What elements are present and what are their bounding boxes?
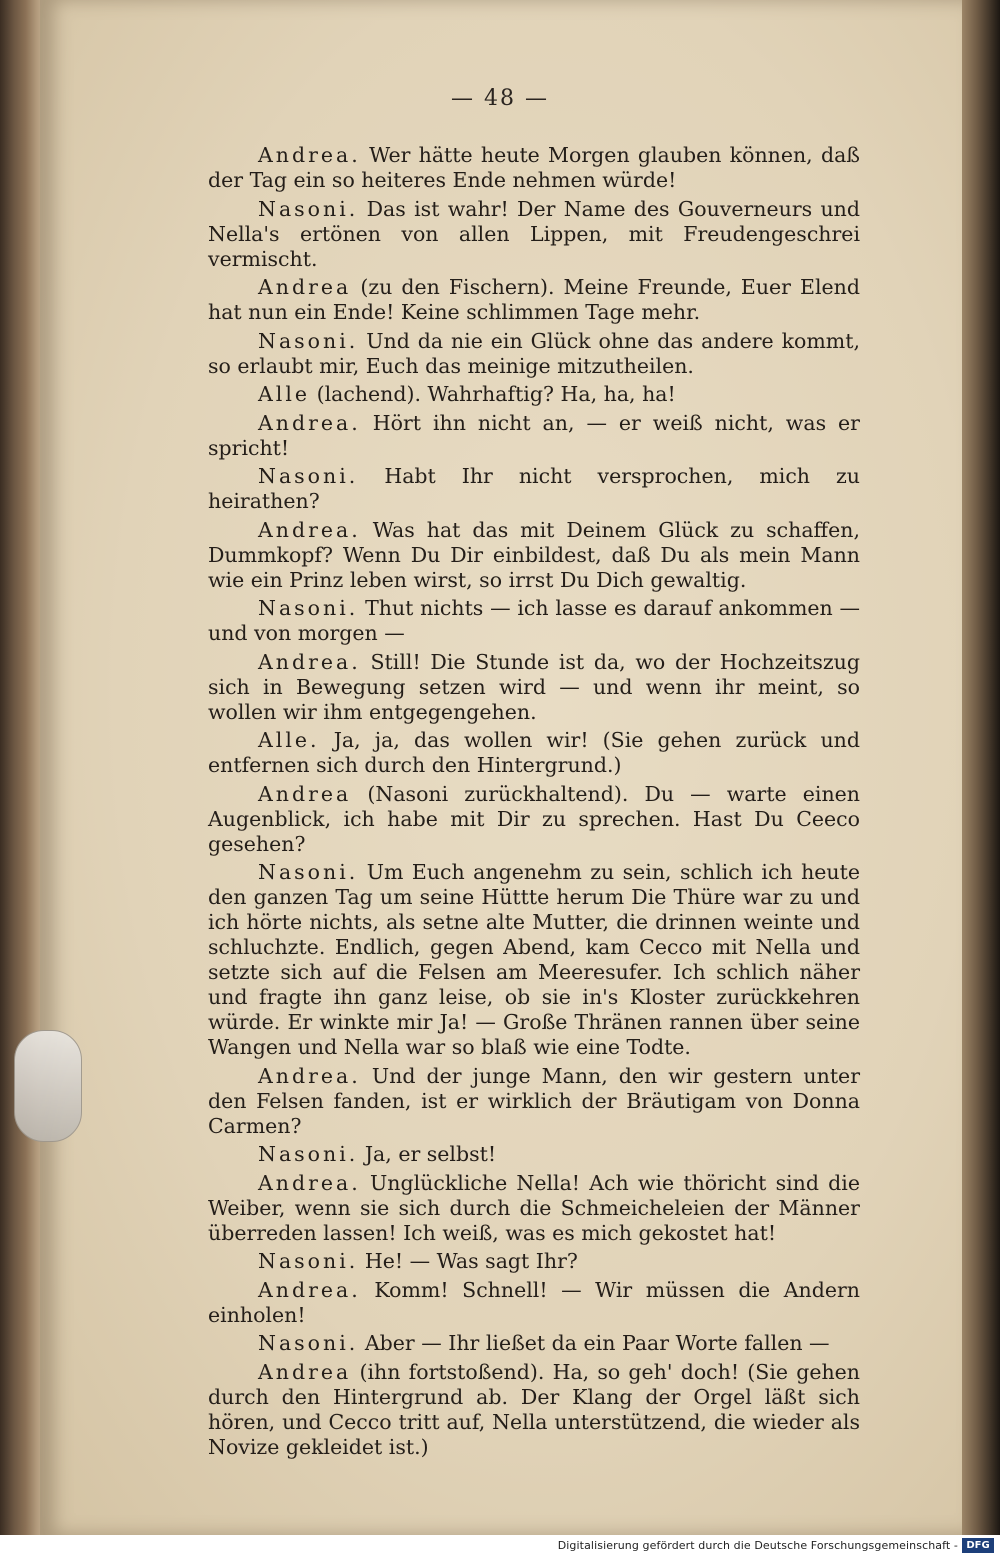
speaker-name: Alle: [258, 382, 311, 406]
speaker-name: Andrea.: [258, 1063, 361, 1088]
dialogue-text: Um Euch angenehm zu sein, schlich ich heute den ganzen Tag um seine Hüttte herum Die Thüre war zu und ich hörte nichts, als setne alte Mutter, die drinnen weinte und schluchzte. Endlich, gegen Abend, kam Cecco mit Nella und setzte sich auf die Felsen am Meeresufer. Ich schlich näher und fragte ihn ganz leise, ob sie in's Kloster zurückkehren würde. Er winkte mir Ja! — Große Thränen rannen über seine Wangen und Nella war so blaß wie eine Todte.: [208, 860, 860, 1059]
dialogue-paragraph: [208, 860, 860, 1060]
speaker-name: Andrea.: [258, 410, 361, 435]
dialogue-paragraph: [208, 464, 860, 514]
dialogue-text: (zu den Fischern). Meine Freunde, Euer Elend hat nun ein Ende! Keine schlimmen Tage mehr.: [208, 275, 860, 324]
dialogue-paragraph: [208, 650, 860, 725]
dialogue-paragraph: [208, 1331, 860, 1356]
dialogue-text: Komm! Schnell! — Wir müssen die Andern einholen!: [208, 1277, 860, 1327]
page-body-text: [208, 143, 860, 1463]
dialogue-paragraph: [208, 275, 860, 325]
dialogue-text: He! — Was sagt Ihr?: [364, 1249, 578, 1273]
dialogue-text: Hört ihn nicht an, — er weiß nicht, was er spricht!: [208, 410, 860, 460]
speaker-name: Nasoni.: [258, 1249, 359, 1273]
dialogue-paragraph: [208, 782, 860, 857]
speaker-name: Nasoni.: [258, 860, 359, 884]
funding-note: Digitalisierung gefördert durch die Deutsche Forschungsgemeinschaft -: [557, 1539, 958, 1552]
dialogue-paragraph: [208, 1142, 860, 1167]
speaker-name: Andrea: [258, 275, 352, 299]
dialogue-text: (ihn fortstoßend). Ha, so geh' doch! (Sie gehen durch den Hintergrund ab. Der Klang der Orgel läßt sich hören, und Cecco tritt auf, Nella unterstützend, die wieder als Novize gekleidet ist.): [208, 1359, 860, 1459]
speaker-name: Andrea.: [258, 143, 361, 167]
speaker-name: Andrea: [258, 1359, 352, 1384]
page-number: — 48 —: [451, 86, 549, 111]
dfg-logo: DFG: [962, 1538, 994, 1553]
dialogue-paragraph: [208, 143, 860, 193]
digitization-footer: [0, 1535, 1000, 1557]
dialogue-text: Was hat das mit Deinem Glück zu schaffen, Dummkopf? Wenn Du Dir einbildest, daß Du als mein Mann wie ein Prinz leben wirst, so irrst Du Dich gewaltig.: [208, 517, 860, 592]
page-right-edge: [962, 0, 1000, 1535]
dialogue-paragraph: [208, 197, 860, 272]
dialogue-paragraph: [208, 329, 860, 379]
speaker-name: Nasoni.: [258, 1142, 359, 1166]
dialogue-text: Thut nichts — ich lasse es darauf ankommen — und von morgen —: [208, 596, 860, 645]
speaker-name: Andrea.: [258, 649, 361, 674]
speaker-name: Andrea.: [258, 517, 361, 542]
speaker-name: Nasoni.: [258, 464, 359, 488]
speaker-name: Andrea.: [258, 1277, 361, 1302]
dialogue-paragraph: [208, 411, 860, 461]
speaker-name: Nasoni.: [258, 1331, 359, 1355]
dialogue-text: Und da nie ein Glück ohne das andere kommt, so erlaubt mir, Euch das meinige mitzutheilen.: [208, 328, 860, 378]
dialogue-text: Unglückliche Nella! Ach wie thöricht sind die Weiber, wenn sie sich durch die Schmeicheleien der Männer überreden lassen! Ich weiß, was es mich gekostet hat!: [208, 1170, 860, 1245]
speaker-name: Nasoni.: [258, 328, 359, 353]
dialogue-paragraph: [208, 1360, 860, 1460]
dialogue-paragraph: [208, 1249, 860, 1274]
dialogue-text: (Nasoni zurückhaltend). Du — warte einen Augenblick, ich habe mit Dir zu sprechen. Hast Du Ceeco gesehen?: [208, 781, 860, 856]
dialogue-text: Und der junge Mann, den wir gestern unter den Felsen fanden, ist er wirklich der Bräutigam von Donna Carmen?: [208, 1063, 860, 1138]
dialogue-text: Ja, er selbst!: [364, 1142, 497, 1166]
dialogue-text: Still! Die Stunde ist da, wo der Hochzeitszug sich in Bewegung setzen wird — und wenn ihr meint, so wollen wir ihm entgegengehen.: [208, 649, 860, 724]
dialogue-text: Wer hätte heute Morgen glauben können, daß der Tag ein so heiteres Ende nehmen würde!: [208, 143, 860, 192]
dialogue-text: (lachend). Wahrhaftig? Ha, ha, ha!: [316, 382, 676, 406]
dialogue-paragraph: [208, 518, 860, 593]
speaker-name: Andrea: [258, 781, 352, 806]
dialogue-paragraph: [208, 382, 860, 407]
dialogue-paragraph: [208, 728, 860, 778]
dialogue-text: Aber — Ihr ließet da ein Paar Worte fallen —: [364, 1331, 830, 1355]
speaker-name: Nasoni.: [258, 196, 359, 221]
dialogue-text: Habt Ihr nicht versprochen, mich zu heirathen?: [208, 464, 860, 513]
speaker-name: Alle.: [258, 728, 320, 752]
speaker-name: Nasoni.: [258, 596, 359, 620]
speaker-name: Andrea.: [258, 1170, 361, 1195]
dialogue-paragraph: [208, 1278, 860, 1328]
dialogue-paragraph: [208, 596, 860, 646]
dialogue-text: Das ist wahr! Der Name des Gouverneurs und Nella's ertönen von allen Lippen, mit Freudengeschrei vermischt.: [208, 196, 860, 271]
dialogue-paragraph: [208, 1171, 860, 1246]
dialogue-text: Ja, ja, das wollen wir! (Sie gehen zurück und entfernen sich durch den Hintergrund.): [208, 728, 860, 777]
page-clip: [14, 1030, 82, 1142]
dialogue-paragraph: [208, 1064, 860, 1139]
